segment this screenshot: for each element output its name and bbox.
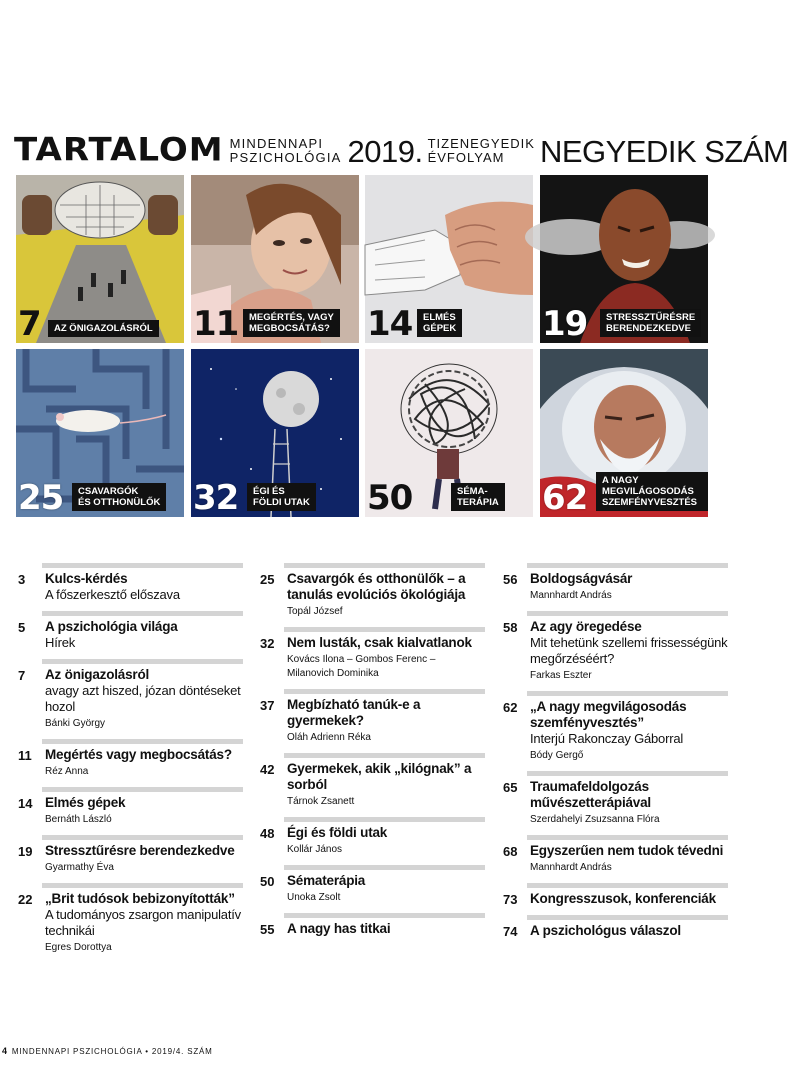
toc-entry[interactable] <box>18 611 243 659</box>
toc-entry[interactable] <box>18 835 243 883</box>
masthead <box>14 128 788 169</box>
tile-caption: ELMÉS GÉPEK <box>417 309 462 337</box>
toc-title: A pszichológus válaszol <box>530 923 681 938</box>
toc-entry[interactable] <box>260 913 485 945</box>
tile-page-number: 50 <box>367 478 413 518</box>
toc-entry[interactable] <box>503 691 728 771</box>
toc-entry[interactable] <box>260 817 485 865</box>
toc-subtitle: avagy azt hiszed, józan döntéseket hozol <box>45 683 241 714</box>
toc-title: Boldogságvásár <box>530 571 633 586</box>
volume-line1: TIZENEGYEDIK <box>427 136 535 151</box>
tile-page-number: 32 <box>193 478 239 518</box>
toc-column-3 <box>503 563 728 947</box>
tile-page-number: 14 <box>367 304 413 344</box>
toc-title: Kulcs-kérdés <box>45 571 128 586</box>
toc-title: Egyszerűen nem tudok tévedni <box>530 843 724 858</box>
magazine-name-line1: MINDENNAPI <box>229 136 324 151</box>
toc-page-number: 58 <box>503 620 518 635</box>
toc-entry[interactable] <box>503 563 728 611</box>
feature-tile-smart-machines[interactable] <box>365 175 533 343</box>
toc-page-number: 25 <box>260 572 275 587</box>
toc-subtitle: A tudományos zsargon manipulatív technikái <box>45 907 241 938</box>
net-illustration <box>16 175 184 343</box>
toc-author: Mannhardt András <box>530 590 612 601</box>
toc-divider <box>527 611 728 616</box>
toc-title: Gyermekek, akik „kilógnak” a sorból <box>287 761 472 792</box>
toc-page-number: 37 <box>260 698 275 713</box>
toc-divider <box>42 883 243 888</box>
toc-page-number: 3 <box>18 572 26 587</box>
tile-caption: AZ ÖNIGAZOLÁSRÓL <box>48 320 159 337</box>
toc-page-number: 22 <box>18 892 33 907</box>
toc-page-number: 42 <box>260 762 275 777</box>
toc-divider <box>42 835 243 840</box>
toc-entry[interactable] <box>18 883 243 963</box>
toc-page-number: 55 <box>260 922 275 937</box>
toc-title: Az agy öregedése <box>530 619 642 634</box>
toc-page-number: 74 <box>503 924 518 939</box>
toc-author: Farkas Eszter <box>530 670 592 681</box>
tile-page-number: 25 <box>18 478 64 518</box>
toc-title: „Brit tudósok bebizonyították” <box>45 891 235 906</box>
toc-divider <box>42 739 243 744</box>
tile-caption: ÉGI ÉS FÖLDI UTAK <box>247 483 316 511</box>
volume-label <box>428 137 535 168</box>
toc-entry[interactable] <box>18 787 243 835</box>
toc-entry[interactable] <box>18 563 243 611</box>
tile-page-number: 19 <box>542 304 588 344</box>
toc-page-number: 56 <box>503 572 518 587</box>
tile-page-number: 7 <box>18 304 41 344</box>
feature-tile-self-justification[interactable] <box>16 175 184 343</box>
feature-tile-heavenly-paths[interactable] <box>191 349 359 517</box>
toc-column-2 <box>260 563 485 945</box>
footer-text: MINDENNAPI PSZICHOLÓGIA • 2019/4. SZÁM <box>11 1047 213 1056</box>
tile-caption: SÉMA- TERÁPIA <box>451 483 505 511</box>
toc-author: Kovács Ilona – Gombos Ferenc – Milanovich Dominika <box>287 654 436 679</box>
toc-title: Égi és földi utak <box>287 825 388 840</box>
toc-divider <box>527 835 728 840</box>
toc-divider <box>284 689 485 694</box>
toc-subtitle: Hírek <box>45 635 76 650</box>
feature-photo-grid <box>16 175 708 517</box>
volume-line2: ÉVFOLYAM <box>427 150 505 165</box>
toc-author: Unoka Zsolt <box>287 892 341 903</box>
toc-entry[interactable] <box>503 611 728 691</box>
toc-page-number: 48 <box>260 826 275 841</box>
toc-entry[interactable] <box>18 659 243 739</box>
toc-divider <box>284 913 485 918</box>
toc-divider <box>527 563 728 568</box>
feature-tile-schema-therapy[interactable] <box>365 349 533 517</box>
tile-caption: MEGÉRTÉS, VAGY MEGBOCSÁTÁS? <box>243 309 340 337</box>
toc-author: Réz Anna <box>45 766 89 777</box>
toc-author: Kollár János <box>287 844 343 855</box>
toc-title: A pszichológia világa <box>45 619 178 634</box>
toc-page-number: 7 <box>18 668 26 683</box>
toc-entry[interactable] <box>260 753 485 817</box>
toc-author: Szerdahelyi Zsuzsanna Flóra <box>530 814 660 825</box>
feature-tile-forgiveness[interactable] <box>191 175 359 343</box>
toc-title: Megértés vagy megbocsátás? <box>45 747 232 762</box>
toc-author: Bódy Gergő <box>530 750 584 761</box>
toc-entry[interactable] <box>503 835 728 883</box>
toc-author: Tárnok Zsanett <box>287 796 355 807</box>
toc-subtitle: Mit tehetünk szellemi frissességünk megőrzéséért? <box>530 635 728 666</box>
toc-title: Csavargók és otthonülők – a tanulás evolúciós ökológiája <box>287 571 466 602</box>
toc-page-number: 68 <box>503 844 518 859</box>
toc-page-number: 11 <box>18 748 32 763</box>
toc-page-number: 5 <box>18 620 26 635</box>
toc-divider <box>284 817 485 822</box>
toc-subtitle: Interjú Rakonczay Gáborral <box>530 731 684 746</box>
toc-entry[interactable] <box>260 627 485 689</box>
toc-title: Kongresszusok, konferenciák <box>530 891 716 906</box>
toc-entry[interactable] <box>260 563 485 627</box>
toc-entry[interactable] <box>503 915 728 947</box>
toc-divider <box>42 563 243 568</box>
toc-author: Egres Dorottya <box>45 942 112 953</box>
toc-page-number: 65 <box>503 780 518 795</box>
tile-page-number: 11 <box>193 304 239 344</box>
page-footer <box>2 1046 213 1056</box>
toc-divider <box>284 865 485 870</box>
toc-author: Oláh Adrienn Réka <box>287 732 371 743</box>
toc-author: Topál József <box>287 606 343 617</box>
toc-subtitle: A főszerkesztő előszava <box>45 587 180 602</box>
toc-title: Megbízható tanúk-e a gyermekek? <box>287 697 421 728</box>
page-title: TARTALOM <box>14 131 224 169</box>
toc-page-number: 50 <box>260 874 275 889</box>
page-number: 4 <box>2 1046 8 1056</box>
toc-page-number: 19 <box>18 844 33 859</box>
tile-caption: CSAVARGÓK ÉS OTTHONÜLŐK <box>72 483 166 511</box>
toc-divider <box>284 627 485 632</box>
toc-divider <box>527 915 728 920</box>
tile-caption: STRESSZTŰRÉSRE BERENDEZKEDVE <box>600 309 701 337</box>
feature-tile-enlightenment[interactable] <box>540 349 708 517</box>
toc-page-number: 14 <box>18 796 33 811</box>
toc-title: Stressztűrésre berendezkedve <box>45 843 235 858</box>
toc-divider <box>284 753 485 758</box>
toc-entry[interactable] <box>18 739 243 787</box>
toc-title: Traumafeldolgozás művészetterápiával <box>530 779 651 810</box>
toc-divider <box>527 883 728 888</box>
toc-divider <box>527 771 728 776</box>
toc-entry[interactable] <box>260 865 485 913</box>
toc-title: Nem lusták, csak kialvatlanok <box>287 635 472 650</box>
magazine-name-line2: PSZICHOLÓGIA <box>229 150 342 165</box>
toc-author: Mannhardt András <box>530 862 612 873</box>
feature-tile-stress-tolerance[interactable] <box>540 175 708 343</box>
toc-author: Gyarmathy Éva <box>45 862 114 873</box>
tile-caption: A NAGY MEGVILÁGOSODÁS SZEMFÉNYVESZTÉS <box>596 472 708 511</box>
toc-page-number: 32 <box>260 636 275 651</box>
toc-title: Az önigazolásról <box>45 667 150 682</box>
issue-year: 2019. <box>347 134 423 169</box>
issue-label: NEGYEDIK SZÁM <box>539 134 788 169</box>
magazine-name <box>230 137 342 168</box>
toc-title: A nagy has titkai <box>287 921 391 936</box>
toc-divider <box>42 787 243 792</box>
toc-entry[interactable] <box>503 771 728 835</box>
tile-page-number: 62 <box>542 478 588 518</box>
toc-author: Bánki György <box>45 718 106 729</box>
feature-tile-wanderers[interactable] <box>16 349 184 517</box>
toc-divider <box>527 691 728 696</box>
toc-page-number: 62 <box>503 700 518 715</box>
toc-divider <box>42 611 243 616</box>
toc-divider <box>42 659 243 664</box>
toc-page-number: 73 <box>503 892 518 907</box>
toc-divider <box>284 563 485 568</box>
toc-title: Sématerápia <box>287 873 366 888</box>
toc-title: „A nagy megvilágosodás szemfényvesztés” <box>530 699 687 730</box>
toc-entry[interactable] <box>260 689 485 753</box>
toc-entry[interactable] <box>503 883 728 915</box>
toc-title: Elmés gépek <box>45 795 126 810</box>
toc-author: Bernáth László <box>45 814 112 825</box>
toc-column-1 <box>18 563 243 963</box>
